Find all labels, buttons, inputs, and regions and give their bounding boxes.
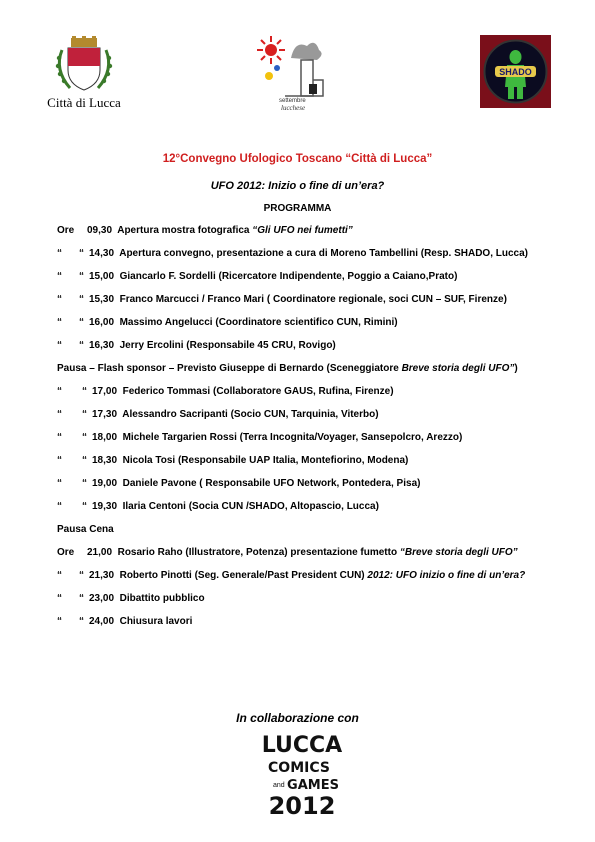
- svg-text:2012: 2012: [268, 792, 336, 820]
- shado-logo: [480, 35, 551, 108]
- tower-icon: [285, 43, 323, 96]
- ditto-mark: “: [79, 317, 84, 328]
- ditto-mark: “: [82, 501, 87, 512]
- row-text: Federico Tommasi (Collaboratore GAUS, Rufina, Firenze): [122, 386, 394, 397]
- event-subtitle: UFO 2012: Inizio o fine di un’era?: [210, 180, 385, 192]
- lucca-comics-games-logo: [255, 730, 350, 820]
- star-icon: [265, 65, 280, 80]
- svg-text:lucchese: lucchese: [281, 104, 306, 112]
- ditto-mark: “: [57, 248, 62, 259]
- row-text: Apertura convegno, presentazione a cura di Moreno Tambellini (Resp. SHADO, Lucca): [119, 248, 528, 259]
- time-label: 23,00: [89, 593, 120, 604]
- ditto-mark: “: [79, 271, 84, 282]
- ditto-mark: “: [79, 593, 84, 604]
- svg-text:and: and: [273, 782, 285, 789]
- ditto-mark: “: [79, 570, 84, 581]
- time-label: 16,00: [89, 317, 120, 328]
- svg-text:LUCCA: LUCCA: [261, 733, 343, 758]
- time-label: 18,00: [92, 432, 123, 443]
- time-label: 17,30: [92, 409, 123, 420]
- time-label: 09,30: [87, 225, 118, 236]
- ditto-mark: “: [57, 317, 62, 328]
- row-italic-text: Breve storia degli UFO”: [401, 363, 515, 374]
- shado-logo-text: SHADO: [499, 67, 532, 77]
- ditto-mark: “: [57, 455, 62, 466]
- row-text: Massimo Angelucci (Coordinatore scientifico CUN, Rimini): [119, 317, 398, 328]
- svg-text:COMICS: COMICS: [268, 760, 330, 776]
- row-text: Nicola Tosi (Responsabile UAP Italia, Montefiorino, Modena): [122, 455, 409, 466]
- row-italic-text: “Breve storia degli UFO”: [399, 547, 518, 558]
- ditto-mark: “: [82, 432, 87, 443]
- row-italic-text: “Gli UFO nei fumetti”: [252, 225, 353, 236]
- time-label: 19,30: [92, 501, 123, 512]
- ditto-mark: “: [79, 294, 84, 305]
- collaboration-label: In collaborazione con: [236, 711, 359, 725]
- row-text: Dibattito pubblico: [119, 593, 205, 604]
- citta-di-lucca-logo: [44, 36, 124, 112]
- citta-di-lucca-caption: Città di Lucca: [47, 95, 121, 110]
- time-label: 14,30: [89, 248, 120, 259]
- ditto-mark: “: [79, 616, 84, 627]
- row-italic-text: 2012: UFO inizio o fine di un’era?: [367, 570, 526, 581]
- time-label: 16,30: [89, 340, 120, 351]
- svg-text:settembre: settembre: [279, 98, 306, 104]
- row-text: Roberto Pinotti (Seg. Generale/Past President CUN): [119, 570, 365, 581]
- time-label: 21,30: [89, 570, 120, 581]
- time-label: 19,00: [92, 478, 123, 489]
- row-text: Chiusura lavori: [119, 616, 193, 627]
- row-text: Apertura mostra fotografica: [117, 225, 250, 236]
- sun-icon: [257, 36, 285, 64]
- pause-label: Pausa Cena: [57, 524, 114, 535]
- svg-text:GAMES: GAMES: [287, 778, 339, 793]
- row-text: Alessandro Sacripanti (Socio CUN, Tarquinia, Viterbo): [122, 409, 379, 420]
- ditto-mark: “: [57, 409, 62, 420]
- ditto-mark: “: [82, 409, 87, 420]
- row-text: Jerry Ercolini (Responsabile 45 CRU, Rovigo): [119, 340, 336, 351]
- ditto-mark: “: [82, 386, 87, 397]
- row-text: Ilaria Centoni (Socia CUN /SHADO, Altopascio, Lucca): [122, 501, 379, 512]
- ditto-mark: “: [57, 432, 62, 443]
- settembre-lucchese-logo: [255, 34, 327, 114]
- ditto-mark: “: [57, 501, 62, 512]
- row-text: Michele Targarien Rossi (Terra Incognita/Voyager, Sansepolcro, Arezzo): [122, 432, 463, 443]
- time-label: 18,30: [92, 455, 123, 466]
- row-tail: ): [514, 363, 518, 374]
- time-label: 15,00: [89, 271, 120, 282]
- row-text: Daniele Pavone ( Responsabile UFO Network, Pontedera, Pisa): [122, 478, 421, 489]
- ditto-mark: “: [57, 294, 62, 305]
- time-label: 21,00: [87, 547, 118, 558]
- row-text: Franco Marcucci / Franco Mari ( Coordinatore regionale, soci CUN – SUF, Firenze): [119, 294, 507, 305]
- ditto-mark: “: [57, 271, 62, 282]
- ditto-mark: “: [57, 570, 62, 581]
- ditto-mark: “: [57, 478, 62, 489]
- time-label: 15,30: [89, 294, 120, 305]
- ditto-mark: “: [82, 455, 87, 466]
- ditto-mark: “: [57, 593, 62, 604]
- row-lead: Ore: [57, 547, 75, 558]
- pause-label: Pausa – Flash sponsor – Previsto Giuseppe di Bernardo (Sceneggiatore: [57, 363, 399, 374]
- time-label: 24,00: [89, 616, 120, 627]
- programma-heading: PROGRAMMA: [263, 203, 332, 214]
- ditto-mark: “: [79, 248, 84, 259]
- row-text: Giancarlo F. Sordelli (Ricercatore Indipendente, Poggio a Caiano,Prato): [119, 271, 458, 282]
- ditto-mark: “: [57, 386, 62, 397]
- event-title: 12°Convegno Ufologico Toscano “Città di Lucca”: [162, 153, 433, 165]
- time-label: 17,00: [92, 386, 123, 397]
- ditto-mark: “: [57, 340, 62, 351]
- row-lead: Ore: [57, 225, 75, 236]
- ditto-mark: “: [82, 478, 87, 489]
- ditto-mark: “: [79, 340, 84, 351]
- row-text: Rosario Raho (Illustratore, Potenza) presentazione fumetto: [117, 547, 398, 558]
- ditto-mark: “: [57, 616, 62, 627]
- coat-of-arms-icon: [44, 36, 124, 94]
